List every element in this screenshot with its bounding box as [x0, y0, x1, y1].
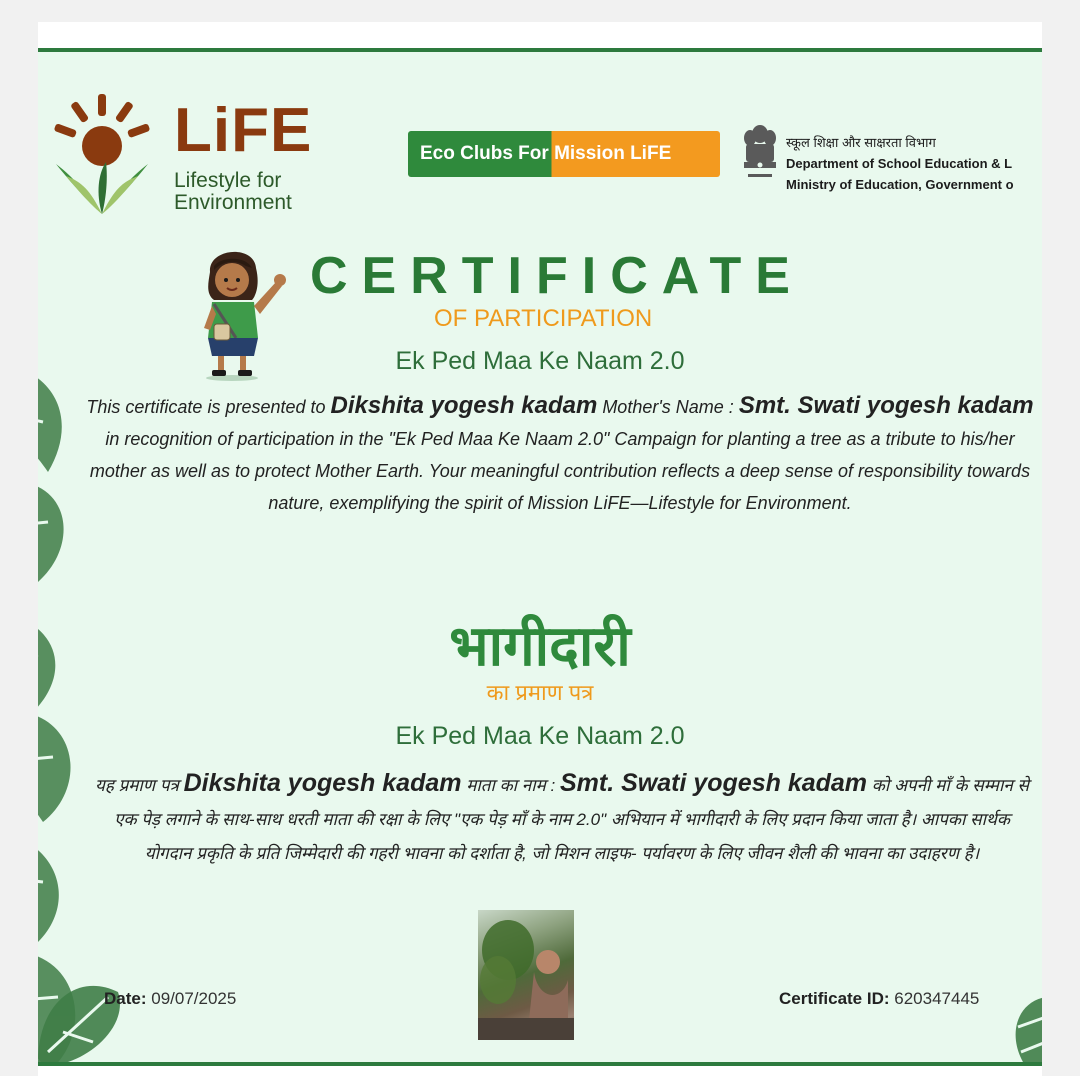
hindi-mother-name: Smt. Swati yogesh kadam — [559, 769, 868, 797]
hindi-certificate-text — [92, 766, 1032, 871]
participant-tree-planting-photo — [478, 910, 574, 1040]
hindi-campaign-name: Ek Ped Maa Ke Naam 2.0 — [395, 722, 685, 750]
ministry-department-name: Department of School Education & L — [786, 156, 1013, 171]
monstera-leaf-decoration-right — [1006, 997, 1042, 1066]
photo-content-image — [478, 910, 574, 1040]
ministry-header — [786, 132, 1014, 195]
life-logo-subtitle-line-1: Lifestyle for — [174, 169, 282, 192]
hindi-certificate-body-text: को अपनी माँ के सम्मान से एक पेड़ लगाने के साथ-साथ धरती माता की रक्षा के लिए "एक पेड़ माँ के नाम 2.0" अभियान में भागीदारी के लिए प्रदान किया जाता है। आपका सार्थक योगदान प्रकृति के प्रति जिम्मेदारी की गहरी भावना को दर्शाता है, जो मिशन लाइफ- पर्यावरण के लिए जीवन शैली की भावना का उदाहरण है। — [114, 776, 1030, 863]
certificate — [38, 48, 1042, 1066]
certificate-id-label: Certificate ID: — [779, 989, 890, 1008]
date-label: Date: — [104, 989, 147, 1008]
issue-date — [104, 990, 236, 1007]
certificate-sheet — [38, 22, 1042, 1076]
certificate-body-text: in recognition of participation in the "Ek Ped Maa Ke Naam 2.0" Campaign for planting a tree as a tribute to his/her mother as well as to protect Mother Earth. Your meaningful contribution reflects a deep sense of responsibility towards nature, exemplifying the spirit of Mission LiFE—Lifestyle for Environment. — [89, 429, 1031, 513]
life-logo-icon — [46, 94, 158, 216]
hindi-certificate-subtitle: का प्रमाण पत्र — [486, 680, 594, 705]
mother-name: Smt. Swati yogesh kadam — [738, 392, 1034, 419]
life-logo-subtitle-line-2: Environment — [174, 191, 292, 214]
english-certificate-text — [78, 390, 1042, 519]
hindi-mother-name-label: माता का नाम : — [466, 776, 556, 795]
eco-clubs-badge-label: Eco Clubs For Mission LiFE — [420, 143, 672, 164]
ministry-hindi-name: स्कूल शिक्षा और साक्षरता विभाग — [786, 135, 936, 150]
certificate-subtitle: OF PARTICIPATION — [434, 305, 653, 332]
mother-name-label: Mother's Name : — [602, 397, 734, 417]
eco-clubs-badge — [408, 131, 720, 177]
hindi-certificate-title: भागीदारी — [449, 614, 631, 677]
date-value: 09/07/2025 — [151, 989, 237, 1008]
certificate-id-value: 620347445 — [894, 989, 980, 1008]
national-emblem-icon — [740, 120, 780, 186]
campaign-name: Ek Ped Maa Ke Naam 2.0 — [395, 347, 685, 375]
hindi-participant-name: Dikshita yogesh kadam — [183, 769, 462, 797]
life-logo-subtitle — [174, 170, 292, 214]
presented-to-label: This certificate is presented to — [86, 397, 326, 417]
monstera-leaf-decoration-bottom-left — [38, 972, 128, 1062]
life-logo-title: LiFE — [174, 96, 313, 165]
ministry-name: Ministry of Education, Government o — [786, 177, 1014, 192]
participant-name: Dikshita yogesh kadam — [330, 392, 598, 419]
certificate-id — [779, 990, 979, 1007]
certificate-title: CERTIFICATE — [310, 247, 804, 305]
hindi-presented-label: यह प्रमाण पत्र — [94, 776, 179, 795]
